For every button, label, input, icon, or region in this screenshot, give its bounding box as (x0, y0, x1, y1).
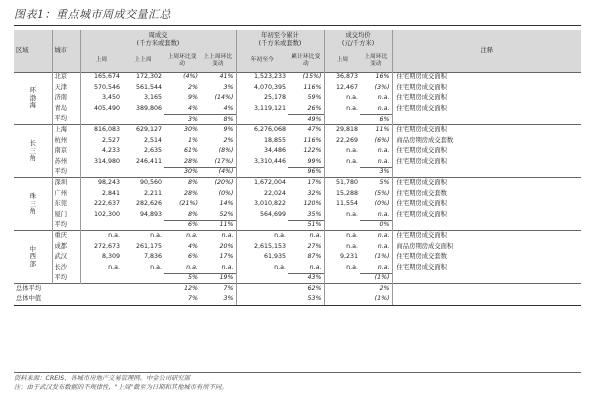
value-cell: 314,980 (93, 157, 120, 165)
value-cell: n.a. (108, 263, 120, 271)
value-cell: n.a. (360, 231, 392, 242)
weekly-volume-table (14, 30, 581, 306)
value-cell: n.a. (346, 263, 359, 271)
total-value: 2% (360, 284, 392, 295)
city-name: 北京 (52, 72, 80, 83)
note-cell: 住宅期房成交面积 (396, 83, 447, 91)
value-cell: n.a. (186, 263, 198, 271)
city-name: 上海 (52, 125, 80, 136)
value-cell: (15%) (288, 72, 324, 83)
value-cell: 99% (288, 157, 324, 168)
value-cell: n.a. (346, 104, 359, 112)
region-label: 环 渤 海 (14, 72, 52, 125)
note-cell: 住宅期房成交面积 (396, 263, 447, 271)
note-cell: 住宅期房成交面积 (392, 72, 581, 83)
value-cell: 27% (288, 242, 324, 253)
value-cell: 36,873 (324, 72, 360, 83)
total-value: 7% (164, 294, 200, 305)
value-cell: 47% (288, 125, 324, 136)
city-name: 广州 (52, 189, 80, 200)
city-name: 武汉 (52, 252, 80, 263)
value-cell: 2,841 (101, 189, 120, 197)
average-value (80, 220, 122, 231)
value-cell: 570,546 (93, 83, 120, 91)
average-value (122, 220, 164, 231)
value-cell: (0%) (360, 199, 392, 210)
value-cell: 4,233 (101, 147, 120, 155)
value-cell: 3,119,121 (253, 104, 287, 112)
value-cell: 561,544 (135, 83, 162, 91)
total-value: 62% (288, 284, 324, 295)
value-cell: 16% (360, 72, 392, 83)
average-label: 平均 (52, 114, 80, 125)
total-value (122, 284, 164, 295)
value-cell: 17% (200, 252, 236, 263)
average-value: (1%) (360, 273, 392, 284)
value-cell: n.a. (360, 146, 392, 157)
average-value: 43% (288, 273, 324, 284)
value-cell: 4% (188, 242, 198, 250)
value-cell: n.a. (288, 231, 324, 242)
value-cell: 2,211 (143, 189, 162, 197)
total-label: 总体平均 (14, 284, 80, 295)
value-cell: 34,486 (263, 147, 287, 155)
note-line: 注：由于武汉发布数据的不规律性，"上周"截至为日期和其他城市有所不同。 (14, 384, 228, 392)
average-value: 30% (164, 167, 200, 178)
note-cell: 商品房期房成交套数 (396, 136, 454, 144)
value-cell: 22,269 (335, 136, 359, 144)
value-cell: 282,626 (135, 200, 162, 208)
header-city: 城市 (52, 30, 80, 72)
city-name: 苏州 (52, 157, 80, 168)
total-label: 总体中值 (14, 294, 80, 305)
value-cell: 8% (188, 210, 198, 218)
total-value: 7% (200, 284, 236, 295)
value-cell: n.a. (288, 263, 324, 274)
subheader-last-week-change: 上周环比变动 (164, 50, 200, 72)
value-cell: 2% (200, 136, 236, 147)
value-cell: 1,672,004 (236, 178, 288, 189)
average-value (324, 114, 360, 125)
table-row (14, 157, 581, 168)
value-cell: 11% (360, 125, 392, 136)
value-cell: n.a. (200, 231, 236, 242)
header-weekly-volume: 周成交 (千方米或套数) (80, 30, 236, 50)
header-avg-price: 成交均价 (元/千方米) (324, 30, 392, 50)
header-row-1 (14, 30, 581, 50)
city-name: 南京 (52, 146, 80, 157)
average-value: 8% (200, 114, 236, 125)
subheader-prev-week-change: 上上周环比变动 (200, 50, 236, 72)
average-value: 5% (164, 273, 200, 284)
average-value: 19% (200, 273, 236, 284)
city-name: 东莞 (52, 199, 80, 210)
city-name: 杭州 (52, 136, 80, 147)
value-cell: n.a. (346, 242, 359, 250)
subheader-ytd: 年初至今 (236, 50, 288, 72)
value-cell: (5%) (360, 189, 392, 200)
value-cell: 122% (288, 146, 324, 157)
value-cell: n.a. (360, 242, 392, 253)
value-cell: 246,411 (135, 157, 162, 165)
region-label: 珠 三 角 (14, 178, 52, 231)
value-cell: n.a. (360, 157, 392, 168)
subheader-price-change: 上周环比变动 (360, 50, 392, 72)
average-label: 平均 (52, 167, 80, 178)
city-name: 重庆 (52, 231, 80, 242)
value-cell: 9% (188, 94, 198, 102)
region-label: 中 西 部 (14, 231, 52, 284)
average-value: 3% (164, 114, 200, 125)
value-cell: 116% (288, 83, 324, 94)
value-cell: 405,490 (93, 104, 120, 112)
value-cell: (3%) (360, 83, 392, 94)
group-average-row (14, 114, 581, 125)
table-row (14, 199, 581, 210)
figure-title: 图表1：重点城市周成交量汇总 (14, 8, 171, 21)
table-row (14, 178, 581, 189)
value-cell: n.a. (360, 93, 392, 104)
value-cell: 102,300 (93, 210, 120, 218)
average-value: (4%) (200, 167, 236, 178)
value-cell: n.a. (274, 263, 287, 271)
table-row (14, 72, 581, 83)
note-cell: 住宅期房成交面积 (396, 104, 447, 112)
note-cell: 住宅期房成交套数 (396, 189, 447, 197)
value-cell: (20%) (200, 178, 236, 189)
source-rule (14, 372, 581, 373)
value-cell: 172,302 (122, 72, 164, 83)
average-label: 平均 (52, 220, 80, 231)
total-value (324, 284, 360, 295)
table-row (14, 104, 581, 115)
value-cell: 14% (200, 199, 236, 210)
value-cell: 2,615,153 (253, 242, 287, 250)
subheader-prev-week: 上上周 (122, 50, 164, 72)
value-cell: 35% (288, 210, 324, 221)
value-cell: 25,178 (263, 94, 287, 102)
value-cell: (6%) (360, 136, 392, 147)
region-label: 长 三 角 (14, 125, 52, 178)
value-cell: 22,024 (263, 189, 287, 197)
value-cell: 59% (288, 93, 324, 104)
table-row (14, 146, 581, 157)
average-value (122, 167, 164, 178)
value-cell: 4% (188, 104, 198, 112)
value-cell: 5% (360, 178, 392, 189)
average-value: 49% (288, 114, 324, 125)
value-cell: 28% (184, 157, 198, 165)
value-cell: 26% (288, 104, 324, 115)
city-name: 成都 (52, 242, 80, 253)
value-cell: 61% (184, 147, 198, 155)
average-value (122, 114, 164, 125)
value-cell: 272,673 (93, 242, 120, 250)
value-cell: 120% (288, 199, 324, 210)
average-value (80, 273, 122, 284)
value-cell: 2,635 (143, 147, 162, 155)
value-cell: n.a. (346, 147, 359, 155)
average-value: 51% (288, 220, 324, 231)
table-row (14, 210, 581, 221)
value-cell: 165,674 (80, 72, 122, 83)
average-value (80, 167, 122, 178)
value-cell: n.a. (346, 210, 359, 218)
average-value (324, 273, 360, 284)
note-cell: 住宅期房成交面积 (396, 200, 447, 208)
value-cell: 94,893 (139, 210, 162, 218)
average-value (324, 220, 360, 231)
note-cell: 住宅期房成交面积 (392, 178, 581, 189)
source-line: 资料来源：CREIS、各城市房地产交易管理网、中金公司研究部 (14, 375, 191, 382)
value-cell: 41% (200, 72, 236, 83)
note-cell-empty (392, 167, 581, 178)
value-cell: n.a. (150, 263, 162, 271)
value-cell: n.a. (346, 157, 359, 165)
city-name: 天津 (52, 83, 80, 94)
table-row (14, 252, 581, 263)
value-cell: 629,127 (122, 125, 164, 136)
total-value: 12% (164, 284, 200, 295)
value-cell: n.a. (80, 231, 122, 242)
value-cell: 30% (164, 125, 200, 136)
value-cell: 8,309 (101, 253, 120, 261)
value-cell: 389,806 (135, 104, 162, 112)
city-name: 济南 (52, 93, 80, 104)
value-cell: (1%) (360, 252, 392, 263)
total-value (324, 294, 360, 305)
total-value (236, 284, 288, 295)
value-cell: n.a. (346, 94, 359, 102)
total-value: (1%) (360, 294, 392, 305)
value-cell: (14%) (200, 93, 236, 104)
city-name: 深圳 (52, 178, 80, 189)
value-cell: n.a. (360, 104, 392, 115)
table-row (14, 136, 581, 147)
value-cell: 6% (188, 253, 198, 261)
value-cell: 12,467 (335, 83, 359, 91)
note-cell: 住宅期房成交面积 (396, 210, 447, 218)
value-cell: n.a. (324, 231, 360, 242)
value-cell: 9,231 (340, 253, 359, 261)
value-cell: 87% (288, 252, 324, 263)
average-value: 6% (360, 114, 392, 125)
note-cell: 住宅期房成交面积 (396, 157, 447, 165)
total-value: 53% (288, 294, 324, 305)
note-cell: 住宅期房成交面积 (392, 125, 581, 136)
value-cell: n.a. (236, 231, 288, 242)
city-name: 青岛 (52, 104, 80, 115)
table-row (14, 263, 581, 274)
value-cell: 98,243 (80, 178, 122, 189)
note-cell-empty (392, 294, 581, 305)
value-cell: 564,699 (259, 210, 287, 218)
value-cell: 20% (200, 242, 236, 253)
table-body (14, 72, 581, 305)
average-value: 3% (360, 167, 392, 178)
value-cell: 1% (188, 136, 198, 144)
subheader-cum-change: 累计环比变动 (288, 50, 324, 72)
note-cell: 住宅期房成交面积 (396, 94, 447, 102)
average-value (324, 167, 360, 178)
value-cell: 2,527 (101, 136, 120, 144)
note-cell-empty (392, 284, 581, 295)
value-cell: 261,175 (135, 242, 162, 250)
total-value (80, 294, 122, 305)
total-value (122, 294, 164, 305)
value-cell: (4%) (164, 72, 200, 83)
value-cell: 7,836 (143, 253, 162, 261)
value-cell: 11,554 (335, 200, 359, 208)
note-cell: 住宅期房成交面积 (392, 231, 581, 242)
table-row (14, 83, 581, 94)
value-cell: n.a. (200, 263, 236, 274)
group-average-row (14, 273, 581, 284)
average-value: 11% (200, 220, 236, 231)
average-value (80, 114, 122, 125)
value-cell: 1,523,233 (236, 72, 288, 83)
subheader-last-week: 上周 (80, 50, 122, 72)
value-cell: n.a. (360, 210, 392, 221)
value-cell: 222,637 (93, 200, 120, 208)
average-label: 平均 (52, 273, 80, 284)
table-row (14, 242, 581, 253)
total-value: 3% (200, 294, 236, 305)
group-average-row (14, 167, 581, 178)
value-cell: (21%) (179, 200, 198, 208)
value-cell: 3,450 (101, 94, 120, 102)
total-value (80, 284, 122, 295)
value-cell: 2% (188, 83, 198, 91)
value-cell: 32% (288, 189, 324, 200)
value-cell: (17%) (200, 157, 236, 168)
average-value: 0% (360, 220, 392, 231)
value-cell: 28% (184, 189, 198, 197)
note-cell: 住宅期房成交面积 (396, 147, 447, 155)
city-name: 长沙 (52, 263, 80, 274)
header-notes: 注释 (392, 30, 581, 72)
table-row (14, 93, 581, 104)
header-region: 区域 (14, 30, 52, 72)
average-value (236, 114, 288, 125)
value-cell: 15,288 (335, 189, 359, 197)
city-name: 厦门 (52, 210, 80, 221)
value-cell: 2,514 (143, 136, 162, 144)
value-cell: 3% (200, 83, 236, 94)
value-cell: 29,818 (324, 125, 360, 136)
value-cell: 52% (200, 210, 236, 221)
note-cell-empty (392, 114, 581, 125)
note-cell-empty (392, 273, 581, 284)
average-value: 96% (288, 167, 324, 178)
source-notes (14, 374, 228, 392)
value-cell: 90,560 (122, 178, 164, 189)
total-value (236, 294, 288, 305)
value-cell: 6,276,068 (236, 125, 288, 136)
value-cell: n.a. (360, 263, 392, 274)
header-ytd: 年初至今累计 (千方米或套数) (236, 30, 324, 50)
value-cell: n.a. (122, 231, 164, 242)
title-rule (14, 25, 581, 26)
average-value (236, 273, 288, 284)
total-row (14, 284, 581, 295)
group-average-row (14, 220, 581, 231)
value-cell: 61,935 (263, 253, 287, 261)
value-cell: 3,010,822 (253, 200, 287, 208)
table-row (14, 231, 581, 242)
value-cell: 4% (200, 104, 236, 115)
value-cell: 116% (288, 136, 324, 147)
note-cell: 住宅期房成交套数 (396, 253, 447, 261)
value-cell: (0%) (200, 189, 236, 200)
total-row (14, 294, 581, 305)
average-value (122, 273, 164, 284)
value-cell: 4,070,395 (253, 83, 287, 91)
value-cell: n.a. (164, 231, 200, 242)
subheader-price-last-week: 上周 (324, 50, 360, 72)
average-value: 6% (164, 220, 200, 231)
value-cell: 51,780 (324, 178, 360, 189)
average-value (236, 167, 288, 178)
value-cell: 8% (164, 178, 200, 189)
value-cell: 3,165 (143, 94, 162, 102)
value-cell: 3,310,446 (253, 157, 287, 165)
average-value (236, 220, 288, 231)
note-cell: 商品房期房成交面积 (396, 242, 454, 250)
value-cell: 17% (288, 178, 324, 189)
value-cell: 18,855 (263, 136, 287, 144)
value-cell: 9% (200, 125, 236, 136)
value-cell: 816,083 (80, 125, 122, 136)
table-row (14, 189, 581, 200)
note-cell-empty (392, 220, 581, 231)
table-row (14, 125, 581, 136)
value-cell: (8%) (200, 146, 236, 157)
